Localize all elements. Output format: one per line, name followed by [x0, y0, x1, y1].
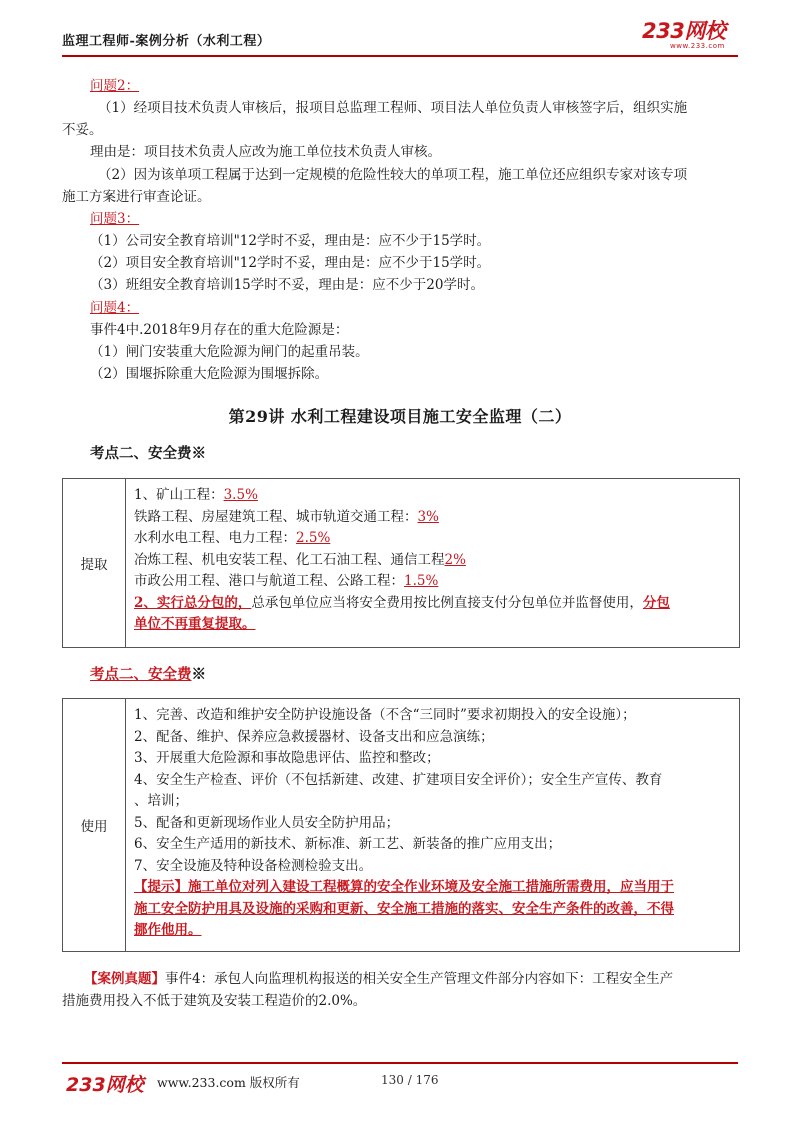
question-2-heading: 问题2： [90, 78, 140, 94]
kd1-row [134, 528, 733, 550]
highlight-text: 单位不再重复提取。 [134, 616, 256, 632]
case-tag: 【案例真题】 [84, 971, 165, 987]
footer-divider [62, 1062, 738, 1064]
rate-value: 3% [417, 508, 439, 525]
row-text: 水利水电工程、电力工程： [134, 530, 296, 546]
logo-text: 233网校 [642, 19, 726, 43]
kd1-title: 考点二、安全费※ [90, 445, 206, 462]
kd2-table [62, 698, 740, 952]
row-text: 市政公用工程、港口与航道工程、公路工程： [134, 573, 404, 589]
highlight-text: 分包 [642, 594, 670, 611]
page-number: 130 / 176 [381, 1073, 439, 1087]
kd2-item: 3、开展重大危险源和事故隐患评估、监控和整改； [134, 750, 440, 766]
case-line: 措施费用投入不低于建筑及安装工程造价的2.0%。 [62, 993, 367, 1009]
logo-url: www.233.com [670, 42, 725, 50]
kd2-label: 使用 [63, 699, 126, 951]
answer-line: （2）因为该单项工程属于达到一定规模的危险性较大的单项工程，施工单位还应组织专家对该专项 [98, 167, 688, 183]
header-divider [62, 55, 738, 57]
answer-line: 不妥。 [62, 122, 103, 138]
question-3-heading: 问题3： [90, 211, 140, 227]
kd2-item: 2、配备、维护、保养应急救援器材、设备支出和应急演练； [134, 728, 494, 745]
answer-line: （1）经项目技术负责人审核后，报项目总监理工程师、项目法人单位负责人审核签字后，组织实施 [98, 100, 688, 116]
rate-value: 3.5% [223, 487, 258, 503]
kd1-row [134, 485, 733, 507]
kd2-item: 4、安全生产检查、评价（不包括新建、改建、扩建项目安全评价）；安全生产宣传、教育 [134, 771, 663, 788]
page-header [62, 18, 738, 58]
kd1-row [134, 507, 733, 529]
answer-line: 事件4中.2018年9月存在的重大危险源是： [90, 322, 349, 338]
tip-line: 施工安全防护用具及设施的采购和更新、安全施工措施的落实、安全生产条件的改善，不得 [134, 900, 674, 917]
answer-line: （1）闸门安装重大危险源为闸门的起重吊装。 [90, 344, 369, 360]
answer-line: （2）围堰拆除重大危险源为围堰拆除。 [90, 366, 329, 382]
kd2-title [90, 663, 206, 684]
rate-value: 1.5% [404, 573, 439, 589]
answer-line: 施工方案进行审查论证。 [62, 189, 211, 205]
question-4-heading: 问题4： [90, 300, 140, 316]
kd1-label: 提取 [63, 479, 126, 647]
answer-line: （3）班组安全教育培训15学时不妥，理由是：应不少于20学时。 [90, 277, 484, 293]
kd2-item: 1、完善、改造和维护安全防护设施设备（不含“三同时”要求初期投入的安全设施）； [134, 707, 636, 723]
case-text: 事件4：承包人向监理机构报送的相关安全生产管理文件部分内容如下：工程安全生产 [165, 971, 674, 987]
kd1-row [134, 550, 733, 572]
kd2-item: 7、安全设施及特种设备检测检验支出。 [134, 857, 373, 874]
kd2-item: 5、配备和更新现场作业人员安全防护用品； [134, 814, 400, 831]
kd1-row [134, 593, 733, 615]
tip-line: 挪作他用。 [134, 922, 202, 938]
kd2-title-mark: ※ [191, 666, 206, 683]
section-title: 第29讲 水利工程建设项目施工安全监理（二） [228, 407, 572, 426]
kd1-row [134, 571, 733, 593]
case-paragraph [62, 968, 740, 1012]
rate-value: 2% [444, 551, 466, 568]
kd2-title-text: 考点二、安全费 [90, 666, 192, 683]
kd1-content [134, 485, 733, 636]
row-text: 总承包单位应当将安全费用按比例直接支付分包单位并监督使用， [251, 594, 643, 611]
row-text: 铁路工程、房屋建筑工程、城市轨道交通工程： [134, 508, 418, 525]
brand-logo [642, 20, 738, 56]
kd1-row [134, 614, 733, 636]
document-title: 监理工程师-案例分析（水利工程） [62, 34, 271, 49]
answer-line: （2）项目安全教育培训"12学时不妥，理由是：应不少于15学时。 [90, 255, 491, 271]
tip-line: 【提示】施工单位对列入建设工程概算的安全作业环境及安全施工措施所需费用，应当用于 [134, 879, 674, 895]
highlight-text: 2、实行总分包的， [134, 594, 252, 611]
case-line [62, 968, 740, 990]
footer-copyright: www.233.com 版权所有 [157, 1075, 300, 1090]
kd2-item: 、培训； [134, 793, 188, 809]
row-text: 冶炼工程、机电安装工程、化工石油工程、通信工程 [134, 551, 445, 568]
footer-logo: 233网校 [66, 1074, 144, 1096]
kd2-item: 6、安全生产适用的新技术、新标准、新工艺、新装备的推广应用支出； [134, 836, 562, 852]
answer-line: 理由是：项目技术负责人应改为施工单位技术负责人审核。 [90, 144, 441, 160]
rate-value: 2.5% [296, 530, 331, 546]
kd1-table [62, 478, 740, 648]
answer-line: （1）公司安全教育培训"12学时不妥，理由是：应不少于15学时。 [90, 233, 491, 249]
page-footer [62, 1062, 738, 1102]
kd2-content [134, 705, 733, 942]
row-text: 1、矿山工程： [134, 487, 224, 503]
